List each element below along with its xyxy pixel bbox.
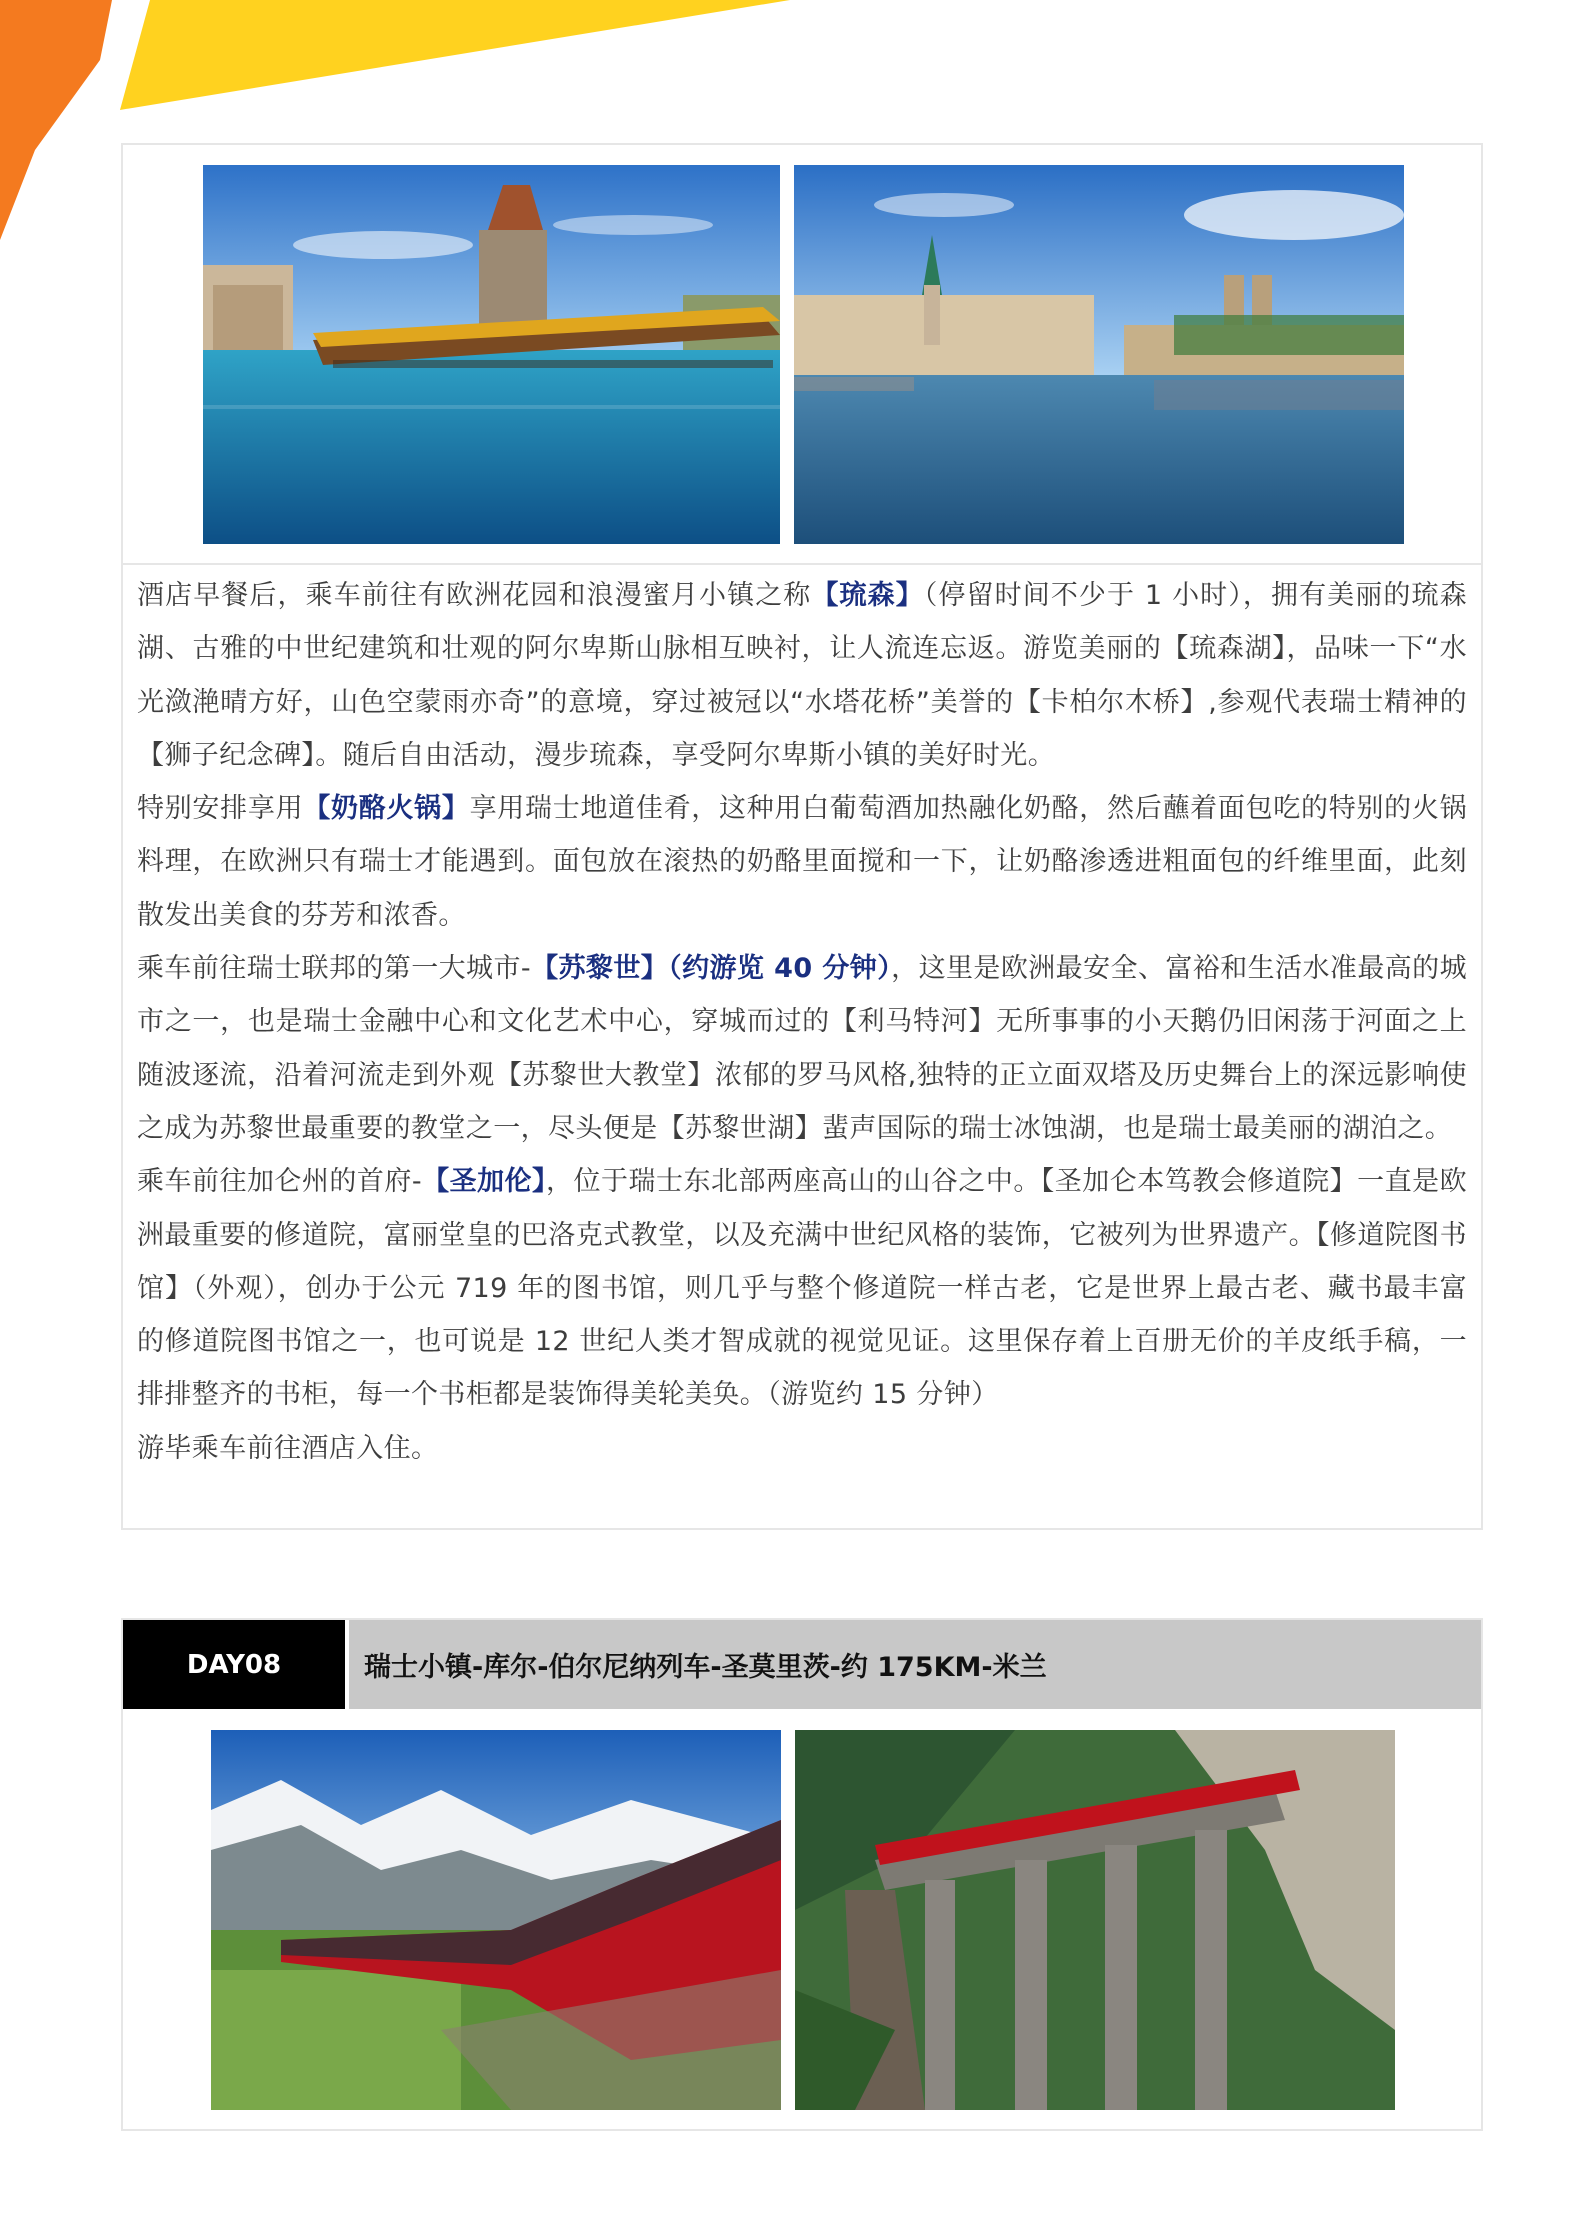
- text: ，这里是欧洲最安全、富裕和生活水准最高的城市之一，也是瑞士金融中心和文化艺术中心，穿城而过的【利马特河】无所事事的小天鹅仍旧闲荡于河面之上随波逐流，沿着河流走到外观【苏黎世大教堂】浓郁的罗马风格,独特的正立面双塔及历史舞台上的深远影响使之成为苏黎世最重要的教堂之一，尽头便是【苏黎世湖】蜚声国际的瑞士冰蚀湖，也是瑞士最美丽的湖泊之。: [137, 953, 1467, 1144]
- zurich-river-photo: [794, 165, 1404, 544]
- landwasser-viaduct-photo: [795, 1730, 1395, 2110]
- day-title: 瑞士小镇-库尔-伯尔尼纳列车-圣莫里茨-约 175KM-米兰: [349, 1620, 1481, 1709]
- text: 乘车前往瑞士联邦的第一大城市-: [137, 953, 532, 985]
- day08-content-box: [121, 1618, 1483, 2131]
- day-tag: DAY08: [123, 1620, 345, 1709]
- text: ，位于瑞士东北部两座高山的山谷之中。【圣加仑本笃教会修道院】一直是欧洲最重要的修道院，富丽堂皇的巴洛克式教堂，以及充满中世纪风格的装饰，它被列为世界遗产。【修道院图书馆】（外观），创办于公元 719 年的图书馆，则几乎与整个修道院一样古老，它是世界上最古老、藏书最丰富的修道院图书馆之一，也可说是 12 世纪人类才智成就的视觉见证。这里保存着上百册无价的羊皮纸手稿，一排排整齐的书柜，每一个书柜都是装饰得美轮美奂。（游览约 15 分钟）: [137, 1166, 1467, 1411]
- photo-divider: [123, 563, 1481, 565]
- text: 享用瑞士地道佳肴，这种用白葡萄酒加热融化奶酪，然后蘸着面包吃的特别的火锅料理，在欧洲只有瑞士才能遇到。面包放在滚热的奶酪里面搅和一下，让奶酪渗透进粗面包的纤维里面，此刻散发出美食的芬芳和浓香。: [137, 793, 1467, 931]
- paragraph-st-gallen: [137, 1155, 1467, 1421]
- text: （停留时间不少于 1 小时），拥有美丽的琉森湖、古雅的中世纪建筑和壮观的阿尔卑斯山脉相互映衬，让人流连忘返。游览美丽的【琉森湖】，品味一下“水光潋滟晴方好，山色空蒙雨亦奇”的意境，穿过被冠以“水塔花桥”美誉的【卡柏尔木桥】,参观代表瑞士精神的【狮子纪念碑】。随后自由活动，漫步琉森，享受阿尔卑斯小镇的美好时光。: [137, 580, 1467, 771]
- paragraph-hotel: 游毕乘车前往酒店入住。: [137, 1432, 439, 1464]
- day07-description: [137, 569, 1467, 1475]
- paragraph-lucerne: [137, 569, 1467, 782]
- day07-content-box: [121, 143, 1483, 1530]
- lucerne-chapel-bridge-photo: [203, 165, 780, 544]
- yellow-shape: [120, 0, 790, 110]
- highlight-lucerne: 【琉森】: [811, 580, 924, 611]
- highlight-st-gallen: 【圣加伦】: [422, 1166, 547, 1198]
- day08-header: [123, 1620, 1481, 1709]
- text: 乘车前往加仑州的首府-: [137, 1166, 423, 1198]
- text: 特别安排享用: [137, 793, 304, 825]
- text: 酒店早餐后，乘车前往有欧洲花园和浪漫蜜月小镇之称: [137, 580, 812, 611]
- orange-shape: [0, 0, 112, 240]
- highlight-fondue: 【奶酪火锅】: [303, 793, 470, 825]
- paragraph-cheese-fondue: [137, 782, 1467, 942]
- bernina-express-train-photo: [211, 1730, 781, 2110]
- paragraph-zurich: [137, 942, 1467, 1155]
- highlight-zurich: 【苏黎世】（约游览 40 分钟）: [531, 953, 892, 985]
